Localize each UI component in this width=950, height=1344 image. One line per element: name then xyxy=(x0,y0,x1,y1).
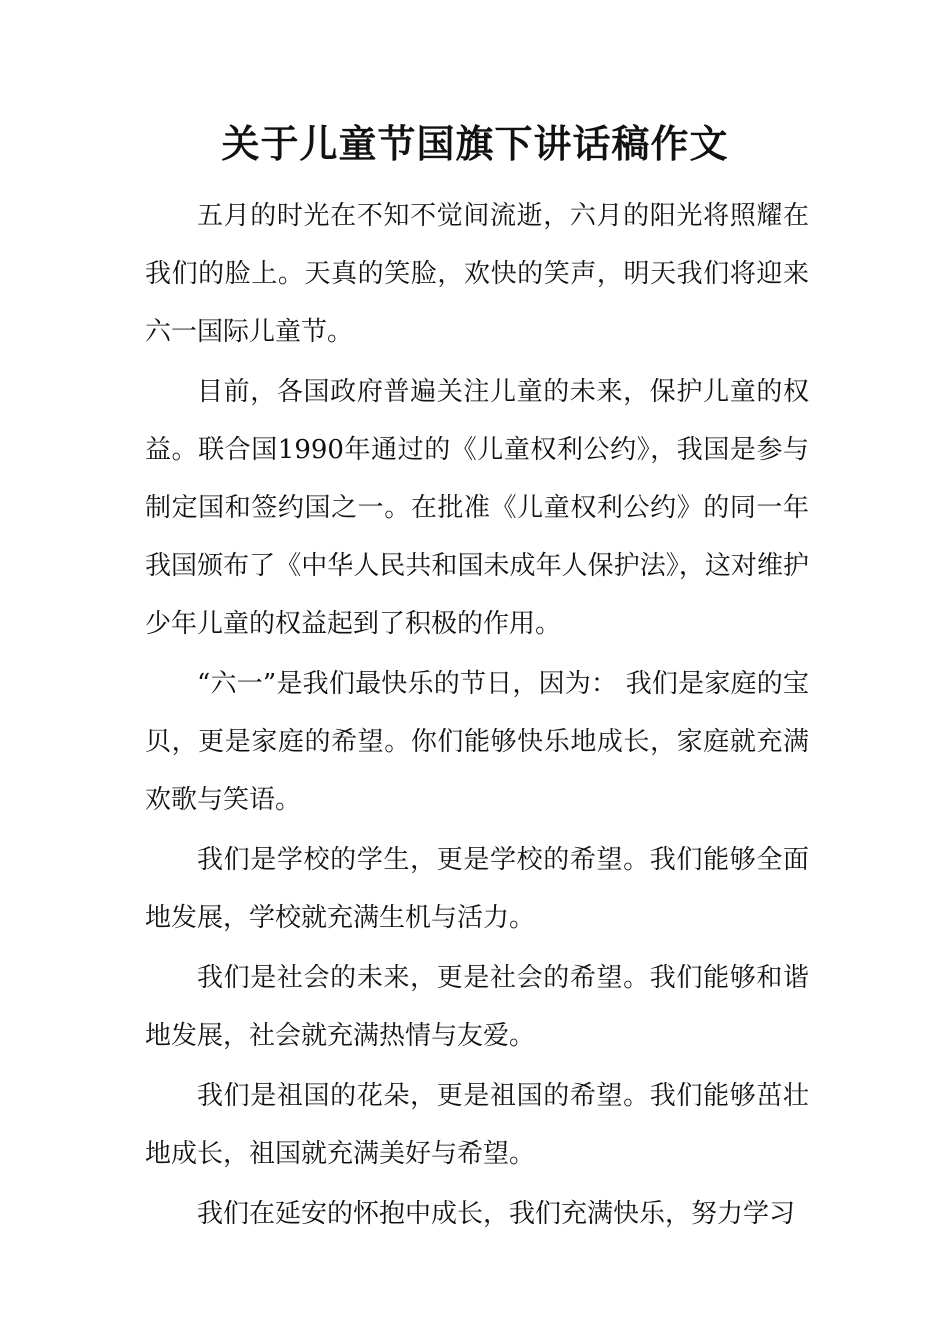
paragraph-2: 目前，各国政府普遍关注儿童的未来，保护儿童的权益。联合国1990年通过的《儿童权利公约》，我国是参与制定国和签约国之一。在批准《儿童权利公约》的同一年我国颁布了《中华人民共和国未成年人保护法》，这对维护少年儿童的权益起到了积极的作用。 xyxy=(145,377,809,639)
document-title: 关于儿童节国旗下讲话稿作文 xyxy=(221,121,729,166)
paragraph-5: 我们是社会的未来，更是社会的希望。我们能够和谐地发展，社会就充满热情与友爱。 xyxy=(145,963,809,1051)
paragraph-6: 我们是祖国的花朵，更是祖国的希望。我们能够茁壮地成长，祖国就充满美好与希望。 xyxy=(145,1081,809,1169)
paragraph-7: 我们在延安的怀抱中成长，我们充满快乐，努力学习 xyxy=(197,1199,796,1229)
paragraph-3: “六一”是我们最快乐的节日，因为： 我们是家庭的宝贝，更是家庭的希望。你们能够快乐地成长，家庭就充满欢歌与笑语。 xyxy=(145,669,809,815)
paragraph-1: 五月的时光在不知不觉间流逝，六月的阳光将照耀在我们的脸上。天真的笑脸，欢快的笑声，明天我们将迎来六一国际儿童节。 xyxy=(145,201,809,347)
document-body xyxy=(145,187,809,1245)
paragraph-4: 我们是学校的学生，更是学校的希望。我们能够全面地发展，学校就充满生机与活力。 xyxy=(145,845,809,933)
